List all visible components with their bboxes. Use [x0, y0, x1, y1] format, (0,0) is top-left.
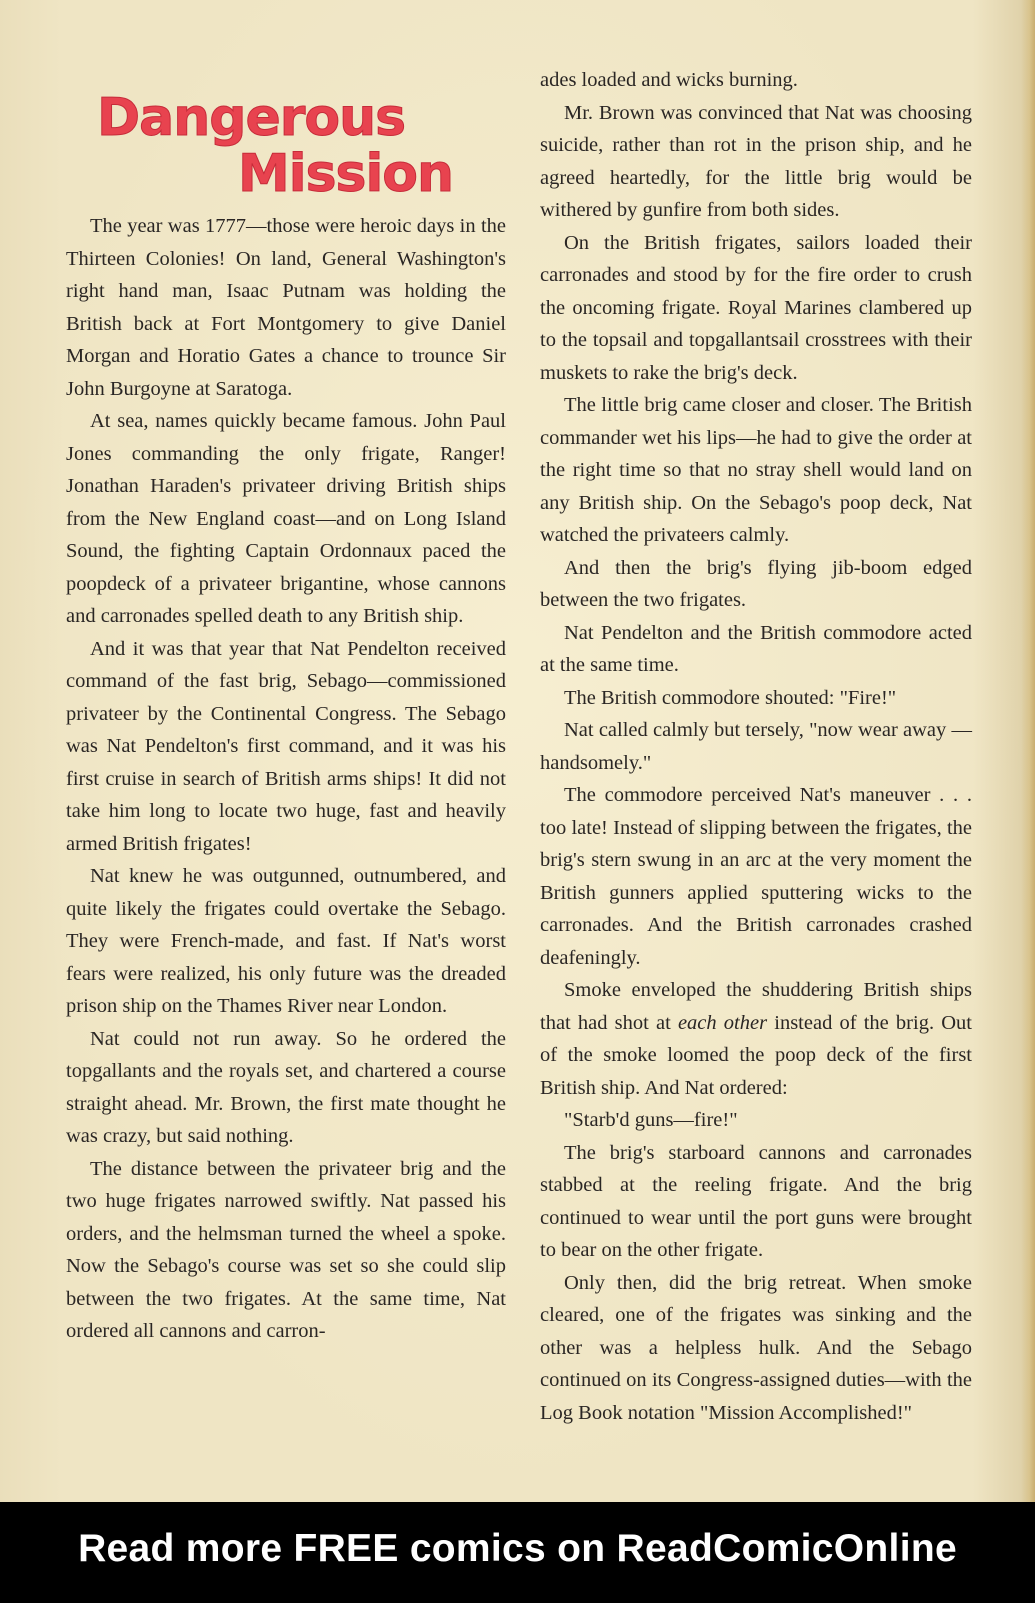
paragraph: At sea, names quickly became famous. John Paul Jones commanding the only frigate, Ranger! Jonathan Haraden's privateer driving British ships from the New England coast—and on Long Island Sound, the fighting Captain Ordonnaux paced the poopdeck of a privateer brigantine, whose cannons and carronades spelled death to any British ship.: [66, 410, 506, 627]
page-edge: [1021, 0, 1035, 1502]
promo-banner-text[interactable]: Read more FREE comics on ReadComicOnline: [78, 1526, 957, 1570]
paragraph: The commodore perceived Nat's maneuver . . . too late! Instead of slipping between the frigates, the brig's stern swung in an arc at the very moment the British gunners applied sputtering wicks to the carronades. And the British carronades crashed deafeningly.: [540, 784, 972, 969]
paragraph-smoke: [540, 974, 972, 1104]
story-title-dangerous: Dangerous: [97, 88, 406, 148]
emphasis-text: each other: [677, 1011, 768, 1034]
paragraph: On the British frigates, sailors loaded their carronades and stood by for the fire order to crush the oncoming frigate. Royal Marines clambered up to the topsail and topgallantsail crosstrees with their muskets to rake the brig's deck.: [540, 231, 972, 384]
paragraph: The brig's starboard cannons and carronades stabbed at the reeling frigate. And the brig continued to wear until the port guns were brought to bear on the other frigate.: [540, 1141, 972, 1261]
paragraph: The British commodore shouted: "Fire!": [564, 686, 897, 709]
paragraph: Nat called calmly but tersely, "now wear away —handsomely.": [540, 719, 972, 774]
paragraph: Nat knew he was outgunned, outnumbered, and quite likely the frigates could overtake the Sebago. They were French-made, and fast. If Nat's worst fears were realized, his only future was the dreaded prison ship on the Thames River near London.: [66, 865, 506, 1017]
paragraph: And it was that year that Nat Pendelton received command of the fast brig, Sebago—commissioned privateer by the Continental Congress. The Sebago was Nat Pendelton's first command, and it was his first cruise in search of British arms ships! It did not take him long to locate two huge, fast and heavily armed British frigates!: [66, 637, 506, 855]
text-run: instead of the brig. Out of the smoke loomed the poop deck of the first British ship. And Nat ordered:: [540, 1011, 972, 1099]
paragraph-continuation: ades loaded and wicks burning.: [540, 69, 798, 91]
paragraph: Only then, did the brig retreat. When smoke cleared, one of the frigates was sinking and the other was a helpless hulk. And the Sebago continued on its Congress-assigned duties—with the Log Book notation "Mission Accomplished!": [540, 1271, 972, 1424]
paragraph: The year was 1777—those were heroic days in the Thirteen Colonies! On land, General Washington's right hand man, Isaac Putnam was holding the British back at Fort Montgomery to give Daniel Morgan and Horatio Gates a chance to trounce Sir John Burgoyne at Saratoga.: [66, 215, 506, 400]
paragraph: The little brig came closer and closer. The British commander wet his lips—he had to give the order at the right time so that no stray shell would land on any British ship. On the Sebago's poop deck, Nat watched the privateers calmly.: [540, 394, 972, 546]
story-title-mission: Mission: [238, 144, 454, 204]
paragraph: "Starb'd guns—fire!": [564, 1109, 738, 1131]
text-run: Smoke enveloped the shuddering British ships that had shot at: [540, 979, 972, 1034]
right-text-column: [540, 64, 972, 1429]
promo-banner[interactable]: [0, 1502, 1035, 1603]
paragraph: Nat could not run away. So he ordered the topgallants and the royals set, and chartered a course straight ahead. Mr. Brown, the first mate thought he was crazy, but said nothing.: [66, 1027, 506, 1147]
left-text-column: [66, 210, 506, 1348]
paragraph: Nat Pendelton and the British commodore acted at the same time.: [540, 621, 972, 676]
paragraph: And then the brig's flying jib-boom edged between the two frigates.: [540, 556, 972, 611]
paragraph: Mr. Brown was convinced that Nat was choosing suicide, rather than rot in the prison ship, and he agreed heartedly, for the little brig would be withered by gunfire from both sides.: [540, 101, 972, 221]
paragraph: The distance between the privateer brig and the two huge frigates narrowed swiftly. Nat passed his orders, and the helmsman turned the wheel a spoke. Now the Sebago's course was set so she could slip between the two frigates. At the same time, Nat ordered all cannons and carron-: [66, 1157, 506, 1342]
